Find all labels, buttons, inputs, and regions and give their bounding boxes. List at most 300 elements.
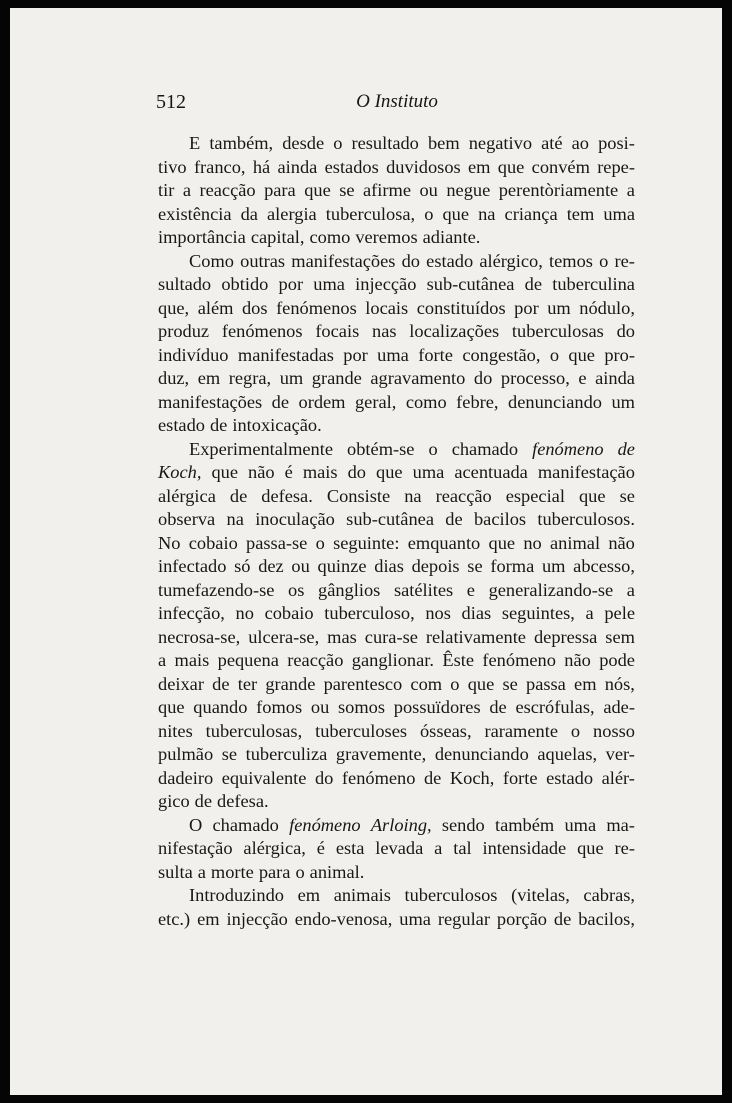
word: fenómenos (276, 297, 357, 318)
word: relativamente (425, 626, 526, 647)
word: o (333, 133, 343, 153)
word: de (209, 415, 228, 435)
word: fomos (256, 697, 303, 717)
text-line (158, 226, 635, 250)
word: um (541, 556, 566, 576)
word: gravemente, (335, 744, 427, 764)
word: porção (496, 908, 547, 929)
word: pro- (604, 344, 635, 365)
word: uma (603, 203, 635, 224)
word: se (502, 673, 518, 694)
word: por (514, 297, 539, 318)
word: bacilos (473, 509, 527, 529)
word: Koch, (158, 462, 202, 482)
word: sub-cutânea (426, 274, 515, 294)
word: do (616, 321, 635, 341)
word: o (428, 438, 438, 459)
word: forte (502, 767, 538, 788)
word: regular (437, 908, 490, 929)
word: manifestadas (237, 344, 334, 365)
text-line (158, 485, 635, 509)
word: não (564, 650, 591, 670)
word: Consiste (326, 485, 391, 506)
word: convém (531, 156, 590, 177)
word: gânglios (318, 579, 381, 600)
word: somos (338, 697, 386, 717)
word: por (343, 344, 368, 365)
word: duvidosos (386, 156, 461, 177)
text-line (158, 790, 635, 814)
word: o (570, 720, 581, 741)
page-header (156, 91, 638, 121)
word: manifestação (537, 462, 635, 482)
word: sem (605, 626, 635, 647)
word: estado (546, 767, 594, 788)
word: na (404, 485, 422, 506)
text-line (158, 297, 635, 321)
word: tem (566, 203, 595, 224)
word: abcesso, (573, 556, 635, 576)
word: é (284, 462, 293, 482)
word: se (339, 180, 355, 200)
book-page (10, 8, 722, 1095)
word: negue (446, 180, 491, 200)
word: no (523, 532, 542, 553)
text-line (158, 814, 635, 838)
word: se (221, 744, 238, 764)
text-line (158, 203, 635, 227)
word: processo, (500, 368, 570, 388)
word: No (158, 532, 181, 553)
word: febre, (456, 391, 499, 412)
paragraph (158, 132, 635, 250)
word: a (197, 861, 206, 882)
word: com (410, 673, 443, 694)
word: os (288, 579, 305, 600)
word: intensidade (482, 838, 567, 858)
word: injecção (355, 274, 417, 294)
word: resultado (351, 133, 419, 153)
word: indivíduo (158, 344, 229, 365)
word: acentuada (454, 462, 528, 482)
word: obtido (221, 274, 269, 294)
word: ao (571, 133, 589, 153)
word: adiante. (422, 227, 481, 247)
word: tuberculoses (315, 720, 408, 741)
text-line (158, 250, 635, 274)
word: estado (426, 250, 474, 271)
word: endo-venosa, (294, 908, 393, 929)
word: uma (564, 814, 597, 835)
word: locais (365, 297, 409, 318)
word: não (608, 532, 635, 553)
word: Experimentalmente (189, 438, 334, 459)
word: reacção (435, 485, 492, 506)
word: que (211, 462, 239, 482)
word: congestão, (462, 344, 541, 365)
word: o (295, 861, 305, 882)
word: ou (310, 697, 330, 717)
word: mais (302, 462, 338, 482)
word: possuïdores (393, 697, 481, 717)
word: quinze (317, 556, 367, 576)
word: tuberculiza (245, 744, 328, 764)
word: O (189, 814, 203, 835)
word: que (442, 203, 470, 224)
word: Arloing, (370, 814, 432, 835)
word: que (497, 156, 525, 177)
word: observa (158, 509, 216, 529)
word: escrófulas, (515, 697, 595, 717)
word: mais (174, 650, 210, 670)
word: estado (158, 415, 205, 435)
text-line (158, 579, 635, 603)
word: inoculação (255, 509, 335, 529)
word: morte (210, 861, 254, 882)
word: e (466, 579, 475, 600)
word: uma (377, 344, 409, 365)
word: pele (604, 603, 635, 623)
word: que (467, 673, 495, 694)
word: re- (614, 250, 635, 271)
word: em (468, 156, 491, 177)
word: ulcera-se, (248, 626, 320, 647)
word: tumefazendo-se (158, 579, 275, 600)
word: cobaio (188, 532, 238, 553)
text-line (158, 320, 635, 344)
text-line (158, 649, 635, 673)
word: localizações (409, 321, 500, 341)
word: na (478, 203, 496, 224)
word: por (278, 274, 304, 294)
text-line (158, 414, 635, 438)
word: ma- (606, 814, 635, 835)
word: nas (372, 321, 397, 341)
word: capital, (250, 227, 305, 247)
word: Êste (442, 650, 475, 670)
text-line (158, 837, 635, 861)
word: um (547, 297, 571, 318)
word: denunciando (434, 744, 529, 764)
word: chamado (451, 438, 519, 459)
word: geral, (354, 391, 397, 412)
word: de (271, 391, 290, 412)
word: forma (490, 556, 535, 576)
word: fenómeno (341, 767, 416, 788)
word: alergia (267, 203, 317, 224)
word: posi- (598, 133, 635, 153)
word: manifestações (291, 250, 396, 271)
word: focais (315, 321, 360, 341)
word: do (314, 767, 334, 788)
word: e (578, 368, 587, 388)
text-line (158, 555, 635, 579)
word: pulmão (158, 744, 214, 764)
word: de (194, 791, 213, 811)
text-line (158, 602, 635, 626)
word: cabras, (583, 885, 635, 905)
word: de (524, 274, 542, 294)
word: a (585, 603, 594, 623)
word: que (578, 485, 606, 506)
word: que (158, 697, 185, 717)
word: tuberculina (552, 274, 635, 294)
word: temos (549, 250, 593, 271)
word: só (234, 556, 251, 576)
text-line (158, 508, 635, 532)
word: duz, (158, 368, 190, 388)
word: nifestação (158, 838, 233, 858)
word: quando (193, 697, 248, 717)
word: generalizando-se (488, 579, 614, 600)
word: na (226, 509, 244, 529)
word: animais (333, 885, 391, 905)
text-line (158, 156, 635, 180)
word: ver- (605, 744, 635, 764)
word: fenómeno (289, 814, 361, 835)
word: injecção (226, 908, 288, 929)
word: para (264, 180, 296, 200)
word: denunciando (508, 391, 602, 412)
word: deixar (158, 673, 204, 694)
word: bem (427, 133, 460, 153)
word: do (347, 462, 366, 482)
word: levada (375, 838, 424, 858)
word: pequena (217, 650, 279, 670)
word: cura-se (364, 626, 418, 647)
word: ainda (277, 156, 318, 177)
word: E (189, 133, 201, 153)
text-line (158, 861, 635, 885)
word: alérgica, (243, 838, 306, 858)
word: que (577, 838, 604, 858)
word: emquanto (407, 532, 481, 553)
word: satélites (393, 579, 454, 600)
word: como (309, 227, 351, 247)
word: sultado (158, 274, 212, 294)
word: constituídos (416, 297, 506, 318)
word: de (489, 697, 507, 717)
text-line (158, 884, 635, 908)
word: chamado (212, 814, 279, 835)
word: da (240, 203, 258, 224)
word: tal (453, 838, 472, 858)
text-line (158, 367, 635, 391)
text-line (158, 767, 635, 791)
word: obtém-se (347, 438, 415, 459)
word: especial (505, 485, 565, 506)
word: mas (327, 626, 357, 647)
word: nosso (593, 720, 635, 741)
word: agravamento (370, 368, 466, 388)
text-line (158, 132, 635, 156)
word: estados (324, 156, 379, 177)
word: bacilos, (578, 908, 635, 929)
word: que (568, 344, 595, 365)
word: ter (237, 673, 258, 694)
text-line (158, 273, 635, 297)
word: dias (374, 556, 404, 576)
word: alérgico, (479, 250, 543, 271)
word: depois (411, 556, 460, 576)
word: se (619, 485, 635, 506)
word: equivalente (221, 767, 307, 788)
word: ganglionar. (351, 650, 434, 670)
word: nódulo, (579, 297, 635, 318)
word: infectado (158, 556, 227, 576)
word: reacção (199, 180, 256, 200)
word: grande (311, 368, 362, 388)
word: existência (158, 203, 232, 224)
page-number: 512 (156, 91, 186, 113)
word: o (599, 250, 609, 271)
word: o (450, 673, 460, 694)
word: Como (189, 250, 234, 271)
word: nós, (604, 673, 635, 694)
paragraph (158, 884, 635, 931)
word: defesa. (217, 791, 269, 811)
word: animal (550, 532, 601, 553)
word: o (315, 532, 325, 553)
word: de (553, 908, 572, 929)
paragraph (158, 250, 635, 438)
word: sendo (441, 814, 485, 835)
word: de (617, 438, 635, 459)
text-line (158, 673, 635, 697)
word: fenómeno (532, 438, 604, 459)
word: um (279, 368, 304, 388)
word: nos (425, 603, 451, 623)
word: a (626, 579, 635, 600)
word: no (235, 603, 254, 623)
word: importância (158, 227, 246, 247)
text-line (158, 438, 635, 462)
word: há (252, 156, 271, 177)
word: criança (504, 203, 558, 224)
word: cobaio (264, 603, 314, 623)
word: a (626, 180, 635, 200)
text-line (158, 344, 635, 368)
body-text (158, 132, 635, 931)
word: etc.) (158, 908, 191, 929)
word: parentesco (323, 673, 403, 694)
word: alérgica (158, 485, 216, 506)
word: além (197, 297, 234, 318)
text-line (158, 908, 635, 932)
word: é (316, 838, 325, 858)
word: manifestações (158, 391, 263, 412)
word: aquelas, (537, 744, 598, 764)
word: passa (526, 673, 566, 694)
word: de (423, 767, 442, 788)
word: afirme (363, 180, 412, 200)
text-line (158, 179, 635, 203)
word: tuberculosas (511, 321, 604, 341)
word: de (212, 673, 230, 694)
text-line (158, 696, 635, 720)
word: depressa (533, 626, 598, 647)
word: ordem (298, 391, 346, 412)
word: repe- (597, 156, 635, 177)
word: uma (399, 908, 431, 929)
word: que, (158, 297, 190, 318)
word: de (229, 485, 248, 506)
word: a (434, 838, 443, 858)
word: ou (291, 556, 310, 576)
word: tuberculosas, (205, 720, 303, 741)
word: não (248, 462, 275, 482)
word: do (401, 250, 420, 271)
word: passa-se (246, 532, 308, 553)
word: tuberculosos (404, 885, 498, 905)
word: sub-cutânea (346, 509, 434, 529)
word: um (611, 391, 635, 412)
word: forte (418, 344, 453, 365)
word: seguinte: (333, 532, 400, 553)
word: Koch, (449, 767, 495, 788)
word: ou (419, 180, 438, 200)
text-line (158, 391, 635, 415)
word: uma (313, 274, 345, 294)
word: necrosa-se, (158, 626, 241, 647)
word: em (297, 885, 321, 905)
word: ade- (603, 697, 635, 717)
word: nites (158, 720, 193, 741)
word: veremos (355, 227, 418, 247)
word: ósseas, (419, 720, 472, 741)
word: pode (599, 650, 635, 670)
word: que (304, 180, 331, 200)
word: o (549, 344, 560, 365)
word: desde (282, 133, 325, 153)
word: de (445, 509, 463, 529)
word: gico (158, 791, 190, 811)
word: tivo (158, 156, 187, 177)
text-line (158, 743, 635, 767)
running-title: O Instituto (356, 91, 438, 112)
word: o (424, 203, 434, 224)
word: em (197, 368, 221, 388)
word: a (158, 650, 167, 670)
word: tuberculosa, (325, 203, 416, 224)
word: que (376, 462, 403, 482)
word: (vitelas, (511, 885, 570, 905)
word: em (197, 908, 220, 929)
word: como (405, 391, 447, 412)
word: se (467, 556, 483, 576)
word: negativo (468, 133, 533, 153)
word: dos (241, 297, 268, 318)
word: que (488, 532, 516, 553)
word: fenómenos (221, 321, 303, 341)
text-line (158, 532, 635, 556)
word: tuberculoso, (324, 603, 415, 623)
word: seguintes, (501, 603, 575, 623)
word: do (473, 368, 493, 388)
word: perentòriamente (498, 180, 619, 200)
word: também (494, 814, 555, 835)
word: ainda (595, 368, 635, 388)
word: dadeiro (158, 767, 214, 788)
word: até (541, 133, 563, 153)
word: esta (335, 838, 365, 858)
word: em (574, 673, 597, 694)
word: franco, (193, 156, 246, 177)
word: fenómeno (482, 650, 556, 670)
word: também, (209, 133, 274, 153)
word: tuberculosos. (537, 509, 635, 529)
word: re- (614, 838, 635, 858)
